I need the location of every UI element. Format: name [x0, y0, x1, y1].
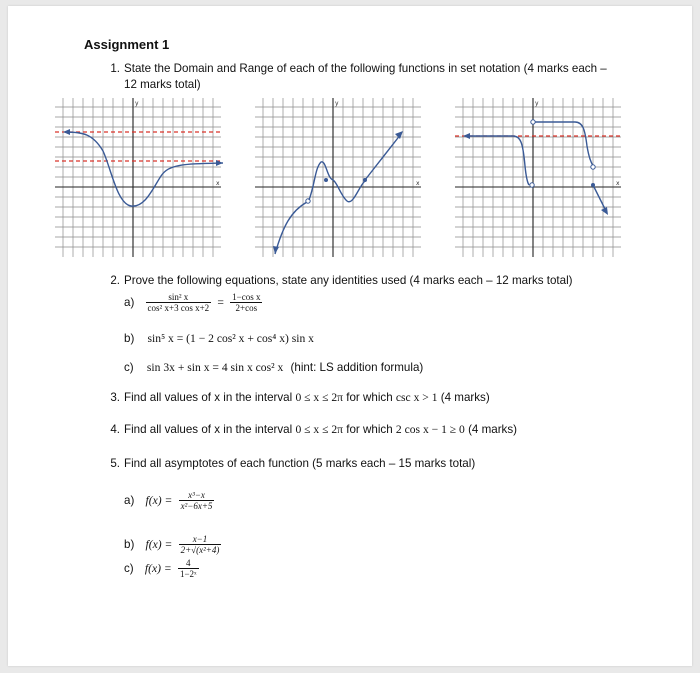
question-1-text-line2: 12 marks total)	[124, 78, 201, 91]
question-2c	[124, 361, 423, 375]
graph-1-arrow-left	[63, 129, 70, 135]
question-5a-label: a)	[124, 493, 135, 507]
document-page	[8, 6, 692, 666]
question-5a-denominator: x²−6x+5	[180, 501, 213, 511]
assignment-title: Assignment 1	[84, 37, 170, 52]
graph-2-axes	[255, 98, 421, 257]
question-2b	[124, 332, 314, 346]
graph-1-y-label: y	[135, 100, 139, 107]
graph-2-y-label: y	[335, 100, 339, 107]
question-5b-fraction	[179, 534, 222, 555]
question-2c-label: c)	[124, 361, 134, 374]
question-4-condition: 2 cos x − 1 ≥ 0	[395, 423, 465, 436]
question-5b-numerator: x−1	[179, 534, 222, 545]
graph-3	[453, 96, 623, 259]
question-5c-denominator: 1−2ˣ	[179, 569, 197, 579]
question-3-text	[124, 391, 490, 405]
question-5c-lhs: f(x) =	[144, 561, 172, 575]
question-2c-expression: sin 3x + sin x = 4 sin x cos² x	[146, 361, 284, 374]
question-3-text-pre: Find all values of x in the interval	[124, 391, 293, 404]
question-2b-expression: sin⁵ x = (1 − 2 cos² x + cos⁴ x) sin x	[147, 332, 314, 345]
question-5c-fraction	[178, 558, 199, 579]
graph-3-open-point-top	[531, 120, 535, 124]
question-4-text	[124, 423, 517, 437]
question-3-number: 3.	[110, 391, 120, 404]
question-2a-lhs-fraction	[146, 292, 212, 313]
question-5a	[124, 490, 214, 511]
graph-3-curve-left	[469, 136, 529, 185]
question-5c	[124, 558, 199, 579]
graph-2	[253, 96, 423, 259]
question-4-interval: 0 ≤ x ≤ 2π	[295, 423, 344, 436]
graph-3-y-label: y	[535, 100, 539, 107]
question-2c-hint: (hint: LS addition formula)	[290, 361, 424, 374]
question-2b-label: b)	[124, 332, 135, 345]
question-3-marks: (4 marks)	[440, 391, 490, 404]
graph-2-curve-segment-2	[309, 162, 365, 202]
question-4-number: 4.	[110, 423, 120, 436]
question-3-condition: csc x > 1	[395, 391, 438, 404]
graph-2-curve-segment-1	[275, 202, 307, 254]
question-3-text-mid: for which	[346, 391, 393, 404]
question-4-text-mid: for which	[346, 423, 393, 436]
graph-2-arrow-up	[395, 131, 403, 139]
graph-1-grid	[55, 98, 221, 257]
graph-1-curve	[65, 132, 223, 206]
graph-1	[53, 96, 223, 259]
question-1-number: 1.	[110, 62, 120, 75]
question-3-interval: 0 ≤ x ≤ 2π	[295, 391, 344, 404]
graph-3-open-point-origin	[530, 183, 534, 187]
question-5a-lhs: f(x) =	[145, 493, 173, 507]
graph-3-arrow-left	[463, 133, 470, 139]
question-5b-denominator: 2+√(x²+4)	[180, 545, 220, 555]
question-2-number: 2.	[110, 274, 120, 287]
question-4-marks: (4 marks)	[468, 423, 518, 436]
graph-2-closed-point-1	[324, 178, 328, 182]
question-5b-label: b)	[124, 537, 135, 551]
question-1-text-line1: State the Domain and Range of each of the following functions in set notation (4 marks each –	[124, 62, 607, 75]
question-2a-rhs-denominator: 2+cos	[235, 303, 258, 313]
question-2a-rhs-fraction	[230, 292, 262, 313]
graph-3-x-label: x	[616, 180, 620, 187]
graph-2-x-label: x	[416, 180, 420, 187]
question-2a-lhs-numerator: sin² x	[146, 292, 212, 303]
graph-3-curve-right	[535, 122, 593, 166]
question-5-number: 5.	[110, 457, 120, 470]
question-2a	[124, 292, 262, 313]
graph-1-x-label: x	[216, 180, 220, 187]
question-4-text-pre: Find all values of x in the interval	[124, 423, 293, 436]
question-2a-rhs-numerator: 1−cos x	[232, 292, 261, 302]
graph-3-open-point-right	[591, 165, 595, 169]
question-5b-lhs: f(x) =	[145, 537, 173, 551]
question-5a-fraction	[179, 490, 215, 511]
question-2a-equals: =	[217, 295, 224, 309]
question-2-text: Prove the following equations, state any identities used (4 marks each – 12 marks total)	[124, 274, 573, 287]
question-5b	[124, 534, 221, 555]
question-5a-numerator: x³−x	[179, 490, 215, 501]
question-5-text: Find all asymptotes of each function (5 marks each – 15 marks total)	[124, 457, 476, 470]
graph-1-axes	[55, 98, 221, 257]
graph-2-grid	[255, 98, 421, 257]
question-2a-lhs-denominator: cos² x+3 cos x+2	[147, 303, 210, 313]
question-5c-label: c)	[124, 561, 134, 575]
question-5c-numerator: 4	[178, 558, 199, 569]
question-2a-label: a)	[124, 295, 135, 309]
